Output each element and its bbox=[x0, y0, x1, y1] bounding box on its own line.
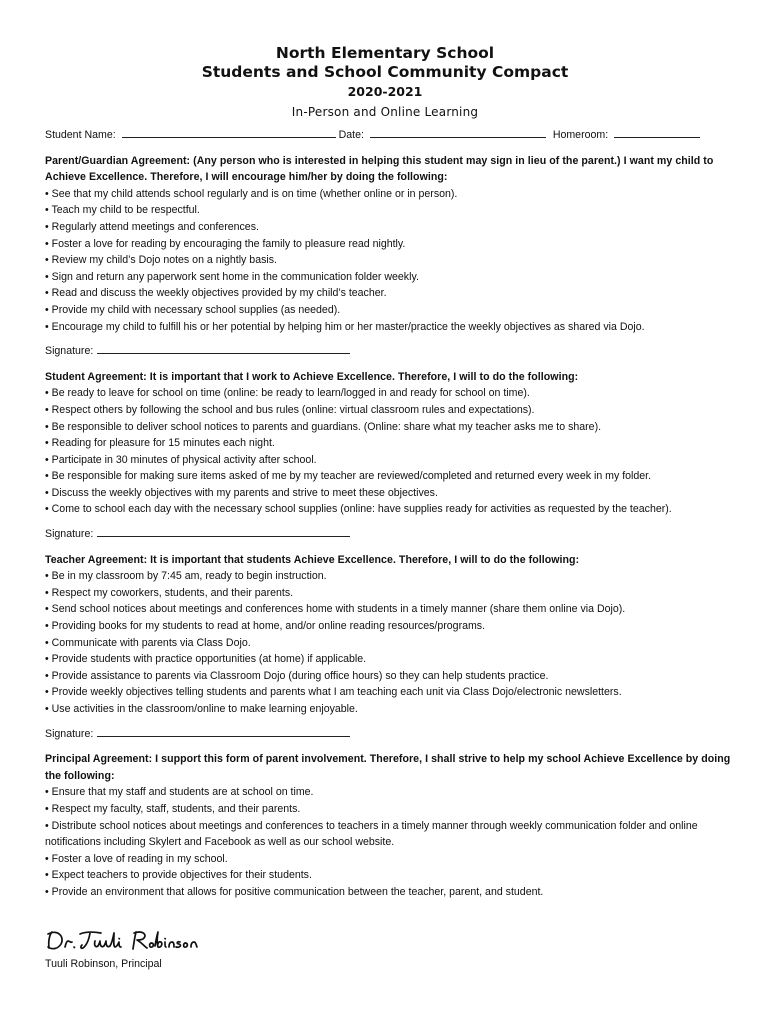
list-item: • Provide my child with necessary school supplies (as needed). bbox=[45, 303, 341, 316]
date-field[interactable] bbox=[370, 127, 546, 138]
compact-title: Students and School Community Compact bbox=[201, 63, 569, 81]
student-name-label: Student Name: bbox=[45, 129, 116, 141]
parent-heading: Parent/Guardian Agreement: (Any person who is interested in helping this student may sign in lieu of the parent.) I want my child to Achieve Excellence. Therefore, I will encourage him/her by doing the following: bbox=[45, 154, 714, 184]
student-info-row bbox=[45, 127, 735, 144]
list-item: • Be in my classroom by 7:45 am, ready to begin instruction. bbox=[45, 570, 327, 583]
student-list bbox=[45, 385, 735, 518]
signature-label: Signature: bbox=[45, 727, 94, 740]
principal-list bbox=[45, 784, 735, 900]
list-item: • Respect my faculty, staff, students, and their parents. bbox=[45, 802, 301, 815]
list-item: • Be responsible for making sure items asked of me by my teacher are reviewed/completed and returned every week in my folder. bbox=[45, 470, 652, 483]
school-year: 2020-2021 bbox=[347, 84, 423, 99]
list-item: • Be responsible to deliver school notices to parents and guardians. (Online: share what my teacher asks me to share). bbox=[45, 420, 602, 433]
list-item: • Use activities in the classroom/online to make learning enjoyable. bbox=[45, 703, 358, 715]
parent-signature-field[interactable] bbox=[97, 343, 350, 354]
list-item: • See that my child attends school regularly and is on time (whether online or in person). bbox=[45, 187, 458, 200]
list-item: • Distribute school notices about meetings and conferences to teachers in a timely manner through weekly communication folder and online notifications including Skylert and Facebook as well as our school website. bbox=[45, 819, 698, 849]
student-heading: Student Agreement: It is important that I work to Achieve Excellence. Therefore, I will to do the following: bbox=[45, 370, 579, 383]
list-item: • Providing books for my students to read at home, and/or online reading resources/programs. bbox=[45, 620, 486, 633]
student-signature-row bbox=[45, 526, 735, 543]
homeroom-label: Homeroom: bbox=[552, 129, 609, 141]
list-item: • Participate in 30 minutes of physical activity after school. bbox=[45, 453, 317, 466]
date-label: Date: bbox=[338, 129, 364, 141]
teacher-signature-row bbox=[45, 726, 735, 743]
list-item: • Teach my child to be respectful. bbox=[45, 204, 200, 217]
teacher-section bbox=[45, 552, 735, 743]
list-item: • Reading for pleasure for 15 minutes each night. bbox=[45, 437, 275, 450]
list-item: • Be ready to leave for school on time (online: be ready to learn/logged in and ready for school on time). bbox=[45, 387, 530, 400]
list-item: • Expect teachers to provide objectives for their students. bbox=[45, 869, 312, 882]
teacher-list bbox=[45, 568, 735, 717]
list-item: • Respect others by following the school and bus rules (online: virtual classroom rules and expectations). bbox=[45, 403, 535, 416]
school-name: North Elementary School bbox=[275, 44, 495, 62]
homeroom-field[interactable] bbox=[614, 127, 700, 138]
list-item: • Read and discuss the weekly objectives provided by my child’s teacher. bbox=[45, 287, 387, 300]
principal-section bbox=[45, 751, 735, 900]
signature-label: Signature: bbox=[45, 528, 94, 541]
list-item: • Regularly attend meetings and conferences. bbox=[45, 220, 259, 233]
list-item: • Provide assistance to parents via Classroom Dojo (during office hours) so they can help students practice. bbox=[45, 669, 549, 682]
student-section bbox=[45, 369, 735, 543]
teacher-heading: Teacher Agreement: It is important that students Achieve Excellence. Therefore, I will to do the following: bbox=[45, 553, 580, 566]
list-item: • Send school notices about meetings and conferences home with students in a timely manner (share them online via Dojo). bbox=[45, 603, 626, 616]
list-item: • Come to school each day with the necessary school supplies (online: have supplies ready for activities as requested by the teacher). bbox=[45, 503, 672, 516]
student-name-field[interactable] bbox=[122, 127, 336, 138]
list-item: • Foster a love of reading in my school. bbox=[45, 852, 228, 865]
list-item: • Discuss the weekly objectives with my parents and strive to meet these objectives. bbox=[45, 486, 438, 499]
principal-printed-name: Tuuli Robinson, Principal bbox=[45, 958, 162, 970]
list-item: • Respect my coworkers, students, and their parents. bbox=[45, 586, 294, 599]
list-item: • Sign and return any paperwork sent home in the communication folder weekly. bbox=[45, 270, 419, 283]
list-item: • Foster a love for reading by encouraging the family to pleasure read nightly. bbox=[45, 237, 406, 250]
principal-heading: Principal Agreement: I support this form of parent involvement. Therefore, I shall strive to help my school Achieve Excellence by doing the following: bbox=[45, 753, 731, 782]
list-item: • Review my child’s Dojo notes on a nightly basis. bbox=[45, 254, 277, 267]
teacher-signature-field[interactable] bbox=[97, 726, 350, 737]
list-item: • Provide students with practice opportunities (at home) if applicable. bbox=[45, 653, 367, 666]
document-body bbox=[45, 127, 735, 901]
list-item: • Encourage my child to fulfill his or her potential by helping him or her master/practice the weekly objectives as shared via Dojo. bbox=[45, 320, 645, 333]
document-header bbox=[0, 44, 770, 120]
list-item: • Provide an environment that allows for positive communication between the teacher, parent, and student. bbox=[45, 885, 544, 898]
learning-mode: In-Person and Online Learning bbox=[291, 105, 479, 119]
signature-label: Signature: bbox=[45, 345, 94, 358]
list-item: • Communicate with parents via Class Dojo. bbox=[45, 636, 251, 649]
list-item: • Provide weekly objectives telling students and parents what I am teaching each unit via Class Dojo/electronic newsletters. bbox=[45, 686, 622, 699]
list-item: • Ensure that my staff and students are at school on time. bbox=[45, 786, 314, 799]
parent-list bbox=[45, 186, 735, 335]
parent-signature-row bbox=[45, 343, 735, 360]
student-signature-field[interactable] bbox=[97, 526, 350, 537]
parent-section bbox=[45, 153, 735, 360]
principal-signature-image bbox=[45, 928, 205, 954]
